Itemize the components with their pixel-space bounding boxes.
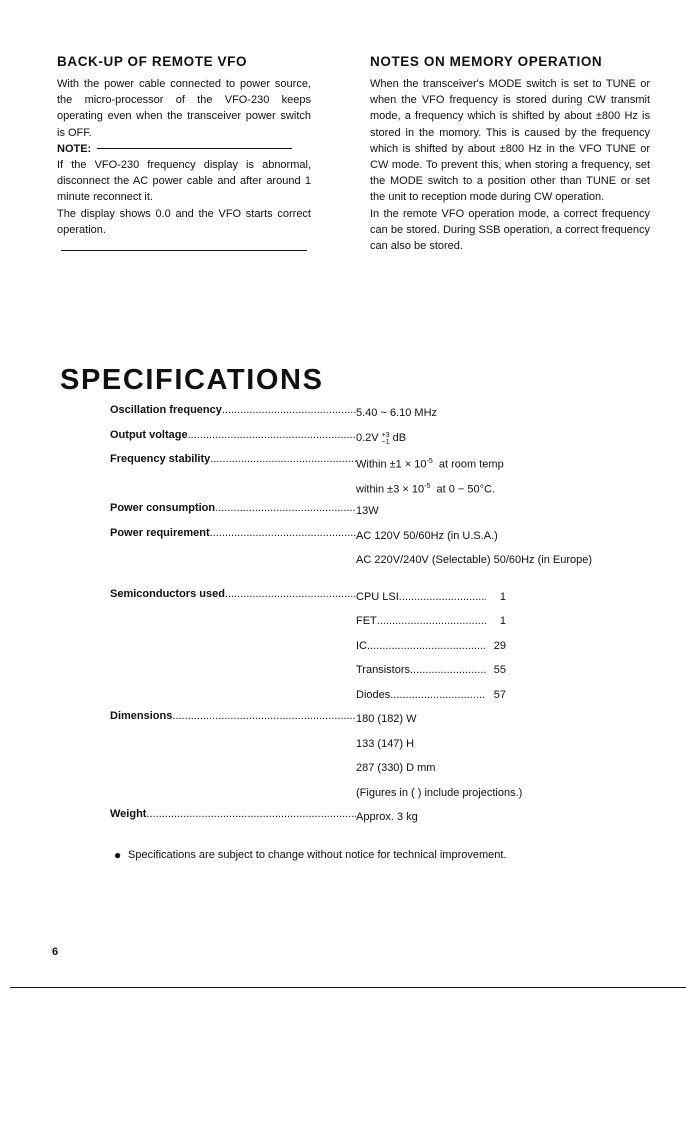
spec-value-requirement-2: AC 220V/240V (Selectable) 50/60Hz (in Europe) [356, 554, 593, 566]
spec-label-consumption: Power consumption [110, 502, 216, 514]
spec-label-output: Output voltage [110, 428, 188, 441]
spec-label-dimensions: Dimensions [110, 710, 173, 722]
memory-body: When the transceiver's MODE switch is set to TUNE or when the VFO frequency is stored during CW transmit mode, a frequency which is shifted by about ±800 Hz is stored in the momory. This is caused by the frequency which is shifted by about ±800 Hz in the VFO TUNE or CW mode. To prevent this, when storing a frequency, set the MODE switch to a position other than TUNE or set the unit to reception mode during CW operation. [370, 78, 650, 204]
semiconductor-item: Transistors ..... 55 [356, 661, 670, 686]
memory-body-2: In the remote VFO operation mode, a correct frequency can be stored. During SSB operation, a correct frequency can also be stored. [370, 207, 650, 253]
leader-dots [172, 710, 356, 722]
spec-row-stability [110, 453, 670, 502]
semiconductor-item: Diodes ..... 57 [356, 686, 670, 711]
leader-dots [210, 527, 356, 539]
backup-heading: BACK-UP OF REMOTE VFO [57, 54, 248, 69]
note-body-2: The display shows 0.0 and the VFO starts correct operation. [57, 207, 311, 236]
spec-label-stability: Frequency stability [110, 453, 211, 465]
spec-label-oscillation: Oscillation frequency [110, 404, 222, 416]
semiconductor-item: FET ..... 1 [356, 612, 670, 637]
spec-value-requirement-1: AC 120V 50/60Hz (in U.S.A.) [356, 529, 498, 542]
backup-section [57, 53, 311, 251]
spec-footnote-text: Specifications are subject to change without notice for technical improvement. [128, 849, 507, 861]
note-rule [97, 148, 292, 149]
backup-body: With the power cable connected to power source, the micro-processor of the VFO-230 keeps operating even when the transceiver power switch is OFF. [57, 78, 311, 139]
spec-row-consumption [110, 502, 670, 527]
leader-dots [188, 429, 356, 441]
tolerance: +3 −1 [381, 431, 390, 446]
spec-value-dimensions-note: (Figures in ( ) include projections.) [356, 786, 523, 799]
note-end-rule [61, 250, 307, 251]
spec-row-weight [110, 808, 670, 833]
semiconductor-item: IC ..... 29 [356, 637, 670, 662]
semiconductor-item: CPU LSI ..... 1 [356, 588, 670, 613]
spec-row-semiconductors [110, 588, 670, 711]
specifications-title: SPECIFICATIONS [60, 364, 324, 396]
memory-heading: NOTES ON MEMORY OPERATION [370, 54, 603, 69]
spec-row-requirement [110, 527, 670, 576]
bullet-icon: ● [114, 848, 122, 862]
spec-label-weight: Weight [110, 808, 147, 820]
leader-dots [146, 808, 356, 820]
spec-value-consumption: 13W [356, 505, 379, 517]
spec-value-oscillation: 5.40 ~ 6.10 MHz [356, 407, 438, 419]
spec-value-width: 180 (182) W [356, 713, 417, 725]
spec-value-stability-2: within $\pm 3 \times 10^{-5}$ at 0 − 50°C. [356, 482, 495, 496]
spec-value-stability-1: Within $\pm 1 \times 10^{-5}$ at room temp [356, 458, 504, 471]
note-heading [57, 141, 311, 157]
spec-value-output: 0.2V +3 −1 dB [356, 431, 407, 446]
memory-section [370, 53, 650, 254]
spec-value-weight: Approx. 3 kg [356, 811, 418, 823]
spec-value-height: 133 (147) H [356, 737, 415, 750]
leader-dots [222, 404, 356, 416]
spec-row-oscillation [110, 404, 670, 429]
spec-label-semiconductors: Semiconductors used [110, 587, 225, 600]
spec-row-dimensions [110, 710, 670, 808]
page-number: 6 [52, 946, 59, 958]
spec-footnote [114, 846, 564, 864]
leader-dots [225, 588, 356, 600]
note-body: If the VFO-230 frequency display is abnormal, disconnect the AC power cable and after around 1 minute reconnect it. [57, 159, 311, 204]
leader-dots [215, 502, 356, 514]
spec-list [110, 404, 670, 833]
spec-label-requirement: Power requirement [110, 526, 210, 539]
spec-row-output [110, 429, 670, 454]
note-label: NOTE: [57, 142, 92, 155]
page-bottom-rule [10, 987, 686, 988]
spec-value-depth: 287 (330) D mm [356, 762, 436, 774]
leader-dots [210, 453, 356, 465]
